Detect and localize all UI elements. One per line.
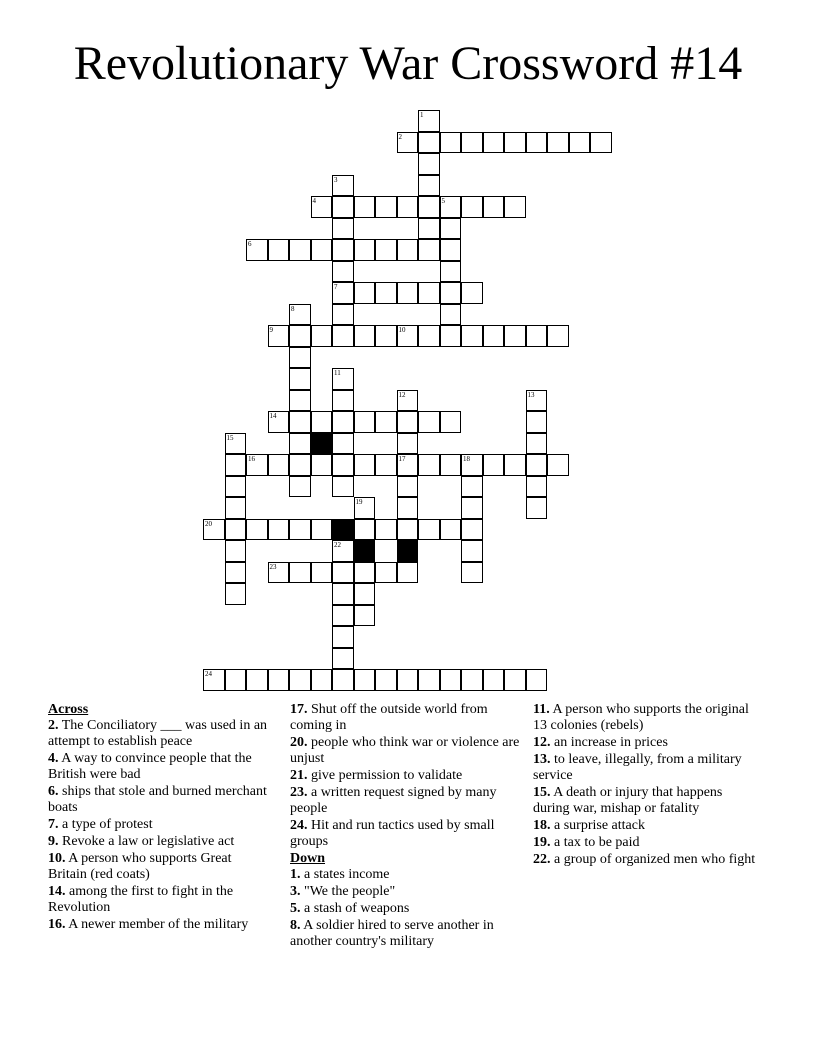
clue-number-label: 21.	[290, 768, 308, 783]
grid-cell[interactable]	[225, 583, 247, 605]
grid-cell[interactable]	[375, 411, 397, 433]
clue-number-label: 12.	[533, 735, 551, 750]
down-clue	[533, 752, 758, 784]
across-clue	[290, 785, 522, 817]
grid-cell[interactable]	[461, 497, 483, 519]
down-clue	[290, 867, 522, 883]
grid-cell[interactable]	[311, 519, 333, 541]
clue-number: 2	[398, 132, 402, 141]
clue-number: 6	[248, 240, 252, 248]
grid-cell[interactable]	[590, 132, 612, 154]
clue-text: give permission to validate	[307, 768, 463, 783]
grid-cell[interactable]	[289, 239, 311, 261]
grid-cell[interactable]	[268, 454, 290, 476]
grid-cell[interactable]	[526, 669, 548, 691]
grid-cell[interactable]	[440, 669, 462, 691]
clue-text: Hit and run tactics used by small groups	[290, 818, 495, 849]
grid-cell[interactable]	[354, 282, 376, 304]
clue-number: 8	[291, 304, 295, 313]
grid-cell[interactable]	[440, 282, 462, 304]
across-clue	[48, 834, 268, 850]
grid-cell[interactable]	[289, 476, 311, 498]
clue-number: 7	[334, 283, 338, 291]
grid-cell[interactable]	[225, 669, 247, 691]
grid-cell[interactable]	[311, 196, 333, 218]
grid-cell[interactable]	[397, 196, 419, 218]
grid-cell[interactable]	[332, 648, 354, 670]
grid-cell[interactable]	[461, 476, 483, 498]
across-clue	[290, 735, 522, 767]
clue-number-label: 9.	[48, 834, 59, 849]
grid-cell[interactable]	[440, 196, 462, 218]
clue-text: to leave, illegally, from a military service	[533, 752, 742, 783]
down-clue	[533, 852, 758, 868]
clue-text: a states income	[300, 867, 390, 882]
blocked-cell	[354, 540, 376, 562]
grid-cell[interactable]	[311, 411, 333, 433]
clue-text: A newer member of the military	[65, 917, 249, 932]
clue-text: a written request signed by many people	[290, 785, 497, 816]
grid-cell[interactable]	[332, 583, 354, 605]
grid-cell[interactable]	[397, 390, 419, 412]
grid-cell[interactable]	[397, 132, 419, 154]
grid-cell[interactable]	[332, 261, 354, 283]
clue-number: 18	[463, 455, 470, 463]
clue-text: people who think war or violence are unjust	[290, 735, 520, 766]
grid-cell[interactable]	[225, 540, 247, 562]
down-clue	[533, 702, 758, 734]
grid-cell[interactable]	[461, 196, 483, 218]
grid-cell[interactable]	[526, 433, 548, 455]
grid-cell[interactable]	[397, 497, 419, 519]
clue-number-label: 8.	[290, 918, 301, 933]
grid-cell[interactable]	[354, 669, 376, 691]
grid-cell[interactable]	[418, 196, 440, 218]
clue-number: 10	[398, 326, 406, 334]
clue-text: an increase in prices	[550, 735, 668, 750]
grid-cell[interactable]	[354, 454, 376, 476]
grid-cell[interactable]	[332, 390, 354, 412]
grid-cell[interactable]	[547, 325, 569, 347]
clue-number: 3	[334, 175, 338, 184]
grid-cell[interactable]	[354, 583, 376, 605]
clue-number-label: 22.	[533, 852, 551, 867]
grid-cell[interactable]	[397, 519, 419, 541]
grid-cell[interactable]	[461, 519, 483, 541]
clue-number-label: 13.	[533, 752, 551, 767]
clues-column-2	[290, 702, 522, 951]
grid-cell[interactable]	[418, 175, 440, 197]
clue-number-label: 4.	[48, 751, 59, 766]
grid-cell[interactable]	[354, 325, 376, 347]
grid-cell[interactable]	[504, 132, 526, 154]
across-clue	[290, 768, 522, 784]
clues-column-1	[48, 702, 268, 934]
grid-cell[interactable]	[354, 497, 376, 519]
grid-cell[interactable]	[418, 218, 440, 240]
grid-cell[interactable]	[311, 669, 333, 691]
grid-cell[interactable]	[332, 562, 354, 584]
grid-cell[interactable]	[225, 476, 247, 498]
grid-cell[interactable]	[289, 368, 311, 390]
grid-cell[interactable]	[311, 239, 333, 261]
clue-section-heading: Down	[290, 851, 326, 866]
clue-text: a surprise attack	[550, 818, 645, 833]
grid-cell[interactable]	[246, 239, 268, 261]
clue-text: a stash of weapons	[300, 901, 410, 916]
grid-cell[interactable]	[397, 239, 419, 261]
grid-cell[interactable]	[483, 132, 505, 154]
page-title: Revolutionary War Crossword #14	[73, 37, 743, 90]
grid-cell[interactable]	[440, 261, 462, 283]
clue-number: 16	[248, 455, 255, 463]
grid-cell[interactable]	[375, 454, 397, 476]
down-clue	[290, 901, 522, 917]
grid-cell[interactable]	[225, 433, 247, 455]
clues-column-3	[533, 702, 758, 869]
grid-cell[interactable]	[354, 605, 376, 627]
grid-cell[interactable]	[246, 669, 268, 691]
clue-text: a type of protest	[58, 817, 153, 832]
grid-cell[interactable]	[289, 669, 311, 691]
grid-cell[interactable]	[354, 562, 376, 584]
grid-cell[interactable]	[311, 325, 333, 347]
grid-cell[interactable]	[440, 218, 462, 240]
grid-cell[interactable]	[483, 454, 505, 476]
grid-cell[interactable]	[440, 304, 462, 326]
clue-number: 21	[334, 519, 341, 528]
clue-number: 24	[205, 670, 212, 678]
clue-number-label: 24.	[290, 818, 308, 833]
grid-cell[interactable]	[526, 390, 548, 412]
clue-number-label: 10.	[48, 851, 66, 866]
clue-text: A way to convince people that the British were bad	[48, 751, 252, 782]
grid-cell[interactable]	[375, 325, 397, 347]
grid-cell[interactable]	[418, 153, 440, 175]
grid-cell[interactable]	[440, 325, 462, 347]
grid-cell[interactable]	[483, 196, 505, 218]
clue-number-label: 18.	[533, 818, 551, 833]
grid-cell[interactable]	[225, 562, 247, 584]
down-clue	[533, 835, 758, 851]
clue-number-label: 15.	[533, 785, 551, 800]
clue-number: 9	[269, 326, 273, 334]
clue-text: a group of organized men who fight	[550, 852, 756, 867]
down-clue	[533, 735, 758, 751]
grid-cell[interactable]	[461, 669, 483, 691]
grid-cell[interactable]	[418, 110, 440, 132]
clue-number: 23	[269, 562, 277, 571]
grid-cell[interactable]	[332, 605, 354, 627]
clue-number-label: 5.	[290, 901, 301, 916]
clue-text: a tax to be paid	[550, 835, 640, 850]
grid-cell[interactable]	[332, 282, 354, 304]
grid-cell[interactable]	[397, 411, 419, 433]
grid-cell[interactable]	[289, 562, 311, 584]
grid-cell[interactable]	[440, 132, 462, 154]
grid-cell[interactable]	[397, 433, 419, 455]
grid-cell[interactable]	[332, 669, 354, 691]
grid-cell[interactable]	[289, 390, 311, 412]
across-clue	[290, 818, 522, 850]
grid-cell[interactable]	[354, 519, 376, 541]
clue-number-label: 23.	[290, 785, 308, 800]
grid-cell[interactable]	[461, 132, 483, 154]
grid-cell[interactable]	[332, 196, 354, 218]
clue-text: A person who supports the original 13 colonies (rebels)	[533, 702, 749, 733]
clue-number-label: 6.	[48, 784, 59, 799]
across-clue	[290, 702, 522, 734]
grid-cell[interactable]	[547, 454, 569, 476]
grid-cell[interactable]	[526, 325, 548, 347]
clue-number-label: 19.	[533, 835, 551, 850]
grid-cell[interactable]	[289, 454, 311, 476]
grid-cell[interactable]	[225, 497, 247, 519]
grid-cell[interactable]	[289, 433, 311, 455]
grid-cell[interactable]	[268, 325, 290, 347]
grid-cell[interactable]	[289, 519, 311, 541]
grid-cell[interactable]	[397, 476, 419, 498]
clue-number: 22	[334, 541, 341, 549]
across-clue	[48, 851, 268, 883]
grid-cell[interactable]	[504, 669, 526, 691]
grid-cell[interactable]	[268, 562, 290, 584]
grid-cell[interactable]	[332, 626, 354, 648]
across-clue	[48, 884, 268, 916]
clue-number: 14	[269, 412, 277, 420]
grid-cell[interactable]	[483, 325, 505, 347]
grid-cell[interactable]	[289, 411, 311, 433]
grid-cell[interactable]	[526, 454, 548, 476]
clue-number: 1	[420, 111, 424, 119]
grid-cell[interactable]	[289, 347, 311, 369]
down-clue	[533, 818, 758, 834]
grid-cell[interactable]	[375, 239, 397, 261]
grid-cell[interactable]	[526, 132, 548, 154]
grid-cell[interactable]	[332, 368, 354, 390]
grid-cell[interactable]	[332, 454, 354, 476]
grid-cell[interactable]	[526, 411, 548, 433]
clue-number-label: 14.	[48, 884, 66, 899]
grid-cell[interactable]	[332, 540, 354, 562]
grid-cell[interactable]	[504, 454, 526, 476]
grid-cell[interactable]	[440, 519, 462, 541]
clue-number-label: 20.	[290, 735, 308, 750]
down-clue	[290, 884, 522, 900]
grid-cell[interactable]	[504, 196, 526, 218]
clue-number: 4	[312, 197, 316, 205]
grid-cell[interactable]	[440, 411, 462, 433]
grid-cell[interactable]	[375, 282, 397, 304]
grid-cell[interactable]	[526, 476, 548, 498]
grid-cell[interactable]	[268, 239, 290, 261]
clue-number: 17	[398, 455, 406, 463]
grid-cell[interactable]	[397, 669, 419, 691]
grid-cell[interactable]	[418, 132, 440, 154]
grid-cell[interactable]	[440, 239, 462, 261]
grid-cell[interactable]	[375, 562, 397, 584]
clue-text: A soldier hired to serve another in another country's military	[290, 918, 494, 949]
grid-cell[interactable]	[332, 218, 354, 240]
clue-number: 19	[355, 498, 363, 506]
clue-text: A person who supports Great Britain (red coats)	[48, 851, 232, 882]
clue-number: 20	[205, 519, 212, 528]
grid-cell[interactable]	[311, 562, 333, 584]
grid-cell[interactable]	[203, 519, 225, 541]
grid-cell[interactable]	[332, 239, 354, 261]
clue-text: A death or injury that happens during war, mishap or fatality	[533, 785, 723, 816]
clue-text: The Conciliatory ___ was used in an attempt to establish peace	[48, 718, 268, 749]
grid-cell[interactable]	[289, 304, 311, 326]
across-clue	[48, 751, 268, 783]
grid-cell[interactable]	[289, 325, 311, 347]
grid-cell[interactable]	[311, 454, 333, 476]
grid-cell[interactable]	[268, 519, 290, 541]
clue-number: 12	[398, 390, 406, 399]
grid-cell[interactable]	[547, 132, 569, 154]
clue-number: 13	[527, 390, 535, 399]
grid-cell[interactable]	[225, 519, 247, 541]
across-clue	[48, 784, 268, 816]
clue-text: "We the people"	[300, 884, 396, 899]
grid-cell[interactable]	[354, 196, 376, 218]
grid-cell[interactable]	[203, 669, 225, 691]
grid-cell[interactable]	[461, 562, 483, 584]
grid-cell[interactable]	[332, 175, 354, 197]
clue-number: 11	[334, 369, 341, 377]
clue-text: among the first to fight in the Revolution	[48, 884, 234, 915]
clue-number-label: 11.	[533, 702, 550, 717]
grid-cell[interactable]	[375, 669, 397, 691]
grid-cell[interactable]	[440, 454, 462, 476]
clue-text: Revoke a law or legislative act	[58, 834, 235, 849]
grid-cell[interactable]	[332, 433, 354, 455]
grid-cell[interactable]	[461, 454, 483, 476]
grid-cell[interactable]	[418, 454, 440, 476]
clue-number: 5	[441, 197, 445, 205]
grid-cell[interactable]	[483, 669, 505, 691]
clue-number-label: 16.	[48, 917, 66, 932]
clue-section-heading: Across	[48, 702, 89, 717]
grid-cell[interactable]	[504, 325, 526, 347]
across-clue	[48, 718, 268, 750]
grid-cell[interactable]	[397, 325, 419, 347]
grid-cell[interactable]	[332, 476, 354, 498]
clue-number-label: 1.	[290, 867, 301, 882]
blocked-cell	[397, 540, 419, 562]
grid-cell[interactable]	[332, 411, 354, 433]
grid-cell[interactable]	[397, 282, 419, 304]
grid-cell[interactable]	[569, 132, 591, 154]
grid-cell[interactable]	[397, 454, 419, 476]
grid-cell[interactable]	[461, 282, 483, 304]
grid-cell[interactable]	[332, 304, 354, 326]
grid-cell[interactable]	[418, 325, 440, 347]
clue-number-label: 7.	[48, 817, 59, 832]
grid-cell[interactable]	[268, 669, 290, 691]
grid-cell[interactable]	[418, 411, 440, 433]
clue-number-label: 3.	[290, 884, 301, 899]
across-clue	[48, 817, 268, 833]
grid-cell[interactable]	[397, 562, 419, 584]
grid-cell[interactable]	[461, 325, 483, 347]
across-clue	[48, 917, 268, 933]
grid-cell[interactable]	[418, 519, 440, 541]
grid-cell[interactable]	[375, 519, 397, 541]
grid-cell[interactable]	[332, 325, 354, 347]
grid-cell[interactable]	[526, 497, 548, 519]
clue-number-label: 2.	[48, 718, 59, 733]
grid-cell[interactable]	[418, 239, 440, 261]
grid-cell[interactable]	[418, 669, 440, 691]
grid-cell[interactable]	[246, 519, 268, 541]
down-clue	[533, 785, 758, 817]
grid-cell[interactable]	[354, 239, 376, 261]
grid-cell[interactable]	[268, 411, 290, 433]
down-clue	[290, 918, 522, 950]
grid-cell[interactable]	[375, 196, 397, 218]
grid-cell[interactable]	[354, 411, 376, 433]
grid-cell[interactable]	[461, 540, 483, 562]
blocked-cell	[311, 433, 333, 455]
clue-text: Shut off the outside world from coming in	[290, 702, 488, 733]
grid-cell[interactable]	[246, 454, 268, 476]
clue-text: ships that stole and burned merchant boats	[48, 784, 267, 815]
blocked-cell	[332, 519, 354, 541]
grid-cell[interactable]	[418, 282, 440, 304]
clue-number-label: 17.	[290, 702, 308, 717]
grid-cell[interactable]	[225, 454, 247, 476]
clue-number: 15	[226, 433, 234, 442]
